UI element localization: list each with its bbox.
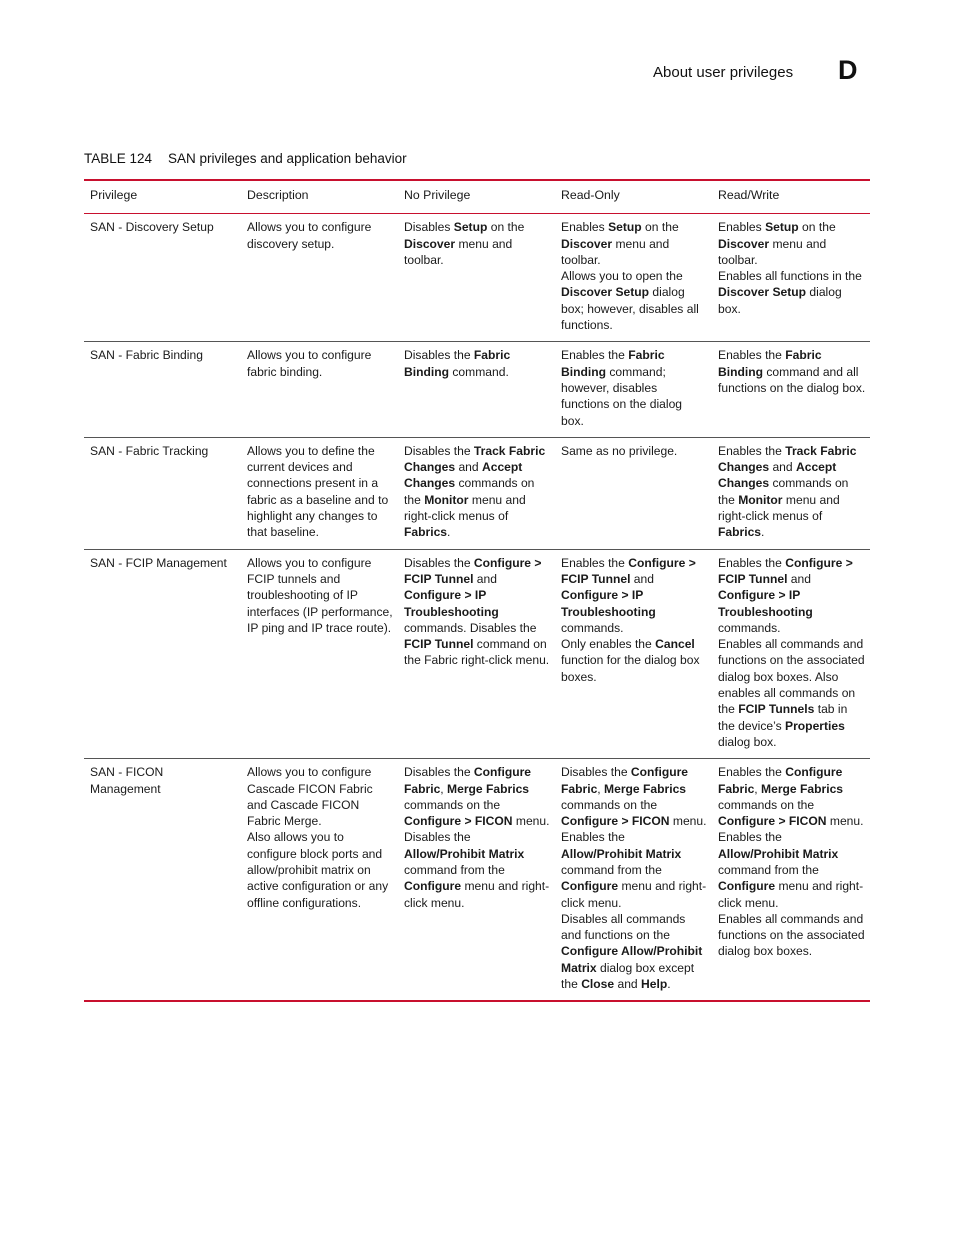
cell-read-write (712, 342, 870, 437)
ui-term: Configure > IP Troubleshooting (404, 588, 499, 619)
ui-term: Configure Allow/Prohibit Matrix (561, 944, 703, 975)
cell-read-only (555, 342, 712, 437)
ui-term: Help (641, 977, 668, 992)
cell-paragraph: Enables the Fabric Binding command and all functions on the dialog box. (718, 348, 866, 395)
table-number: TABLE 124 (84, 151, 153, 166)
column-header-privilege: Privilege (90, 188, 138, 202)
ui-term: Setup (765, 220, 799, 235)
column-header-description: Description (247, 188, 309, 202)
cell-paragraph: Allows you to configure discovery setup. (247, 220, 372, 251)
cell-privilege: SAN - Fabric Binding (84, 342, 241, 437)
ui-term: Close (581, 977, 615, 992)
table-row (84, 549, 870, 759)
ui-term: Merge Fabrics (447, 781, 530, 796)
ui-term: Fabric Binding (404, 348, 511, 379)
ui-term: Configure (561, 879, 619, 894)
ui-term: Configure > IP Troubleshooting (718, 588, 813, 619)
ui-term: Accept Changes (404, 460, 523, 491)
cell-paragraph: Same as no privilege. (561, 443, 678, 458)
ui-term: Fabric Binding (718, 348, 822, 379)
cell-paragraph: Enables the Configure > FCIP Tunnel and Configure > IP Troubleshooting commands. (561, 555, 696, 635)
cell-description (241, 759, 398, 1002)
appendix-letter: D (838, 55, 858, 85)
cell-read-only (555, 437, 712, 549)
column-header-read-write: Read/Write (718, 188, 780, 202)
cell-paragraph: Enables the Configure > FCIP Tunnel and Configure > IP Troubleshooting commands. (718, 555, 853, 635)
cell-paragraph: Disables the Track Fabric Changes and Accept Changes commands on the Monitor menu and right-click menus of Fabrics. (404, 443, 546, 540)
ui-term: FCIP Tunnel (404, 637, 474, 652)
ui-term: Fabrics (718, 525, 762, 540)
cell-paragraph: Enables Setup on the Discover menu and toolbar. (718, 220, 836, 267)
cell-paragraph: Enables all functions in the Discover Setup dialog box. (718, 269, 862, 316)
ui-term: FCIP Tunnels (738, 702, 815, 717)
ui-term: Track Fabric Changes (718, 443, 857, 475)
cell-paragraph: Allows you to define the current devices and connections present in a fabric as a baseline and to highlight any changes to that baseline. (247, 443, 389, 540)
ui-term: Cancel (655, 637, 695, 652)
cell-read-only (555, 214, 712, 342)
cell-description (241, 214, 398, 342)
cell-description (241, 549, 398, 759)
cell-no-privilege (398, 437, 555, 549)
ui-term: Configure Fabric (561, 765, 689, 796)
cell-paragraph: Disables Setup on the Discover menu and toolbar. (404, 220, 525, 267)
ui-term: Configure > FICON (404, 814, 513, 829)
table-row (84, 214, 870, 342)
cell-description (241, 437, 398, 549)
ui-term: Accept Changes (718, 460, 837, 491)
ui-term: Configure > FCIP Tunnel (404, 555, 542, 586)
cell-paragraph: Disables the Configure > FCIP Tunnel and Configure > IP Troubleshooting commands. Disables the FCIP Tunnel command on the Fabric right-click menu. (404, 555, 550, 668)
ui-term: Properties (785, 718, 845, 733)
cell-privilege: SAN - Fabric Tracking (84, 437, 241, 549)
ui-term: Configure > IP Troubleshooting (561, 588, 656, 619)
ui-term: Monitor (424, 492, 469, 507)
ui-term: Configure > FCIP Tunnel (718, 555, 853, 586)
ui-term: Track Fabric Changes (404, 443, 546, 475)
page-header-title: About user privileges (653, 64, 794, 81)
cell-no-privilege (398, 214, 555, 342)
table-row (84, 759, 870, 1002)
table-row (84, 342, 870, 437)
ui-term: Setup (453, 220, 488, 235)
cell-no-privilege (398, 342, 555, 437)
cell-paragraph: Only enables the Cancel function for the dialog box boxes. (561, 637, 700, 684)
ui-term: Discover Setup (561, 285, 650, 300)
cell-paragraph: Enables the Fabric Binding command; however, disables functions on the dialog box. (561, 348, 683, 428)
ui-term: Allow/Prohibit Matrix (561, 846, 682, 861)
cell-paragraph: Allows you to configure Cascade FICON Fabric and Cascade FICON Fabric Merge. (247, 765, 373, 829)
cell-no-privilege (398, 759, 555, 1002)
ui-term: Configure > FICON (718, 814, 827, 829)
cell-read-write (712, 759, 870, 1002)
ui-term: Setup (608, 220, 642, 235)
ui-term: Configure Fabric (404, 765, 532, 796)
cell-paragraph: Allows you to open the Discover Setup dialog box; however, disables all functions. (561, 269, 699, 333)
cell-paragraph: Disables the Fabric Binding command. (404, 348, 511, 379)
ui-term: Configure (404, 879, 462, 894)
ui-term: Configure (718, 879, 776, 894)
cell-paragraph: Enables all commands and functions on the associated dialog box boxes. Also enables all commands on the FCIP Tunnels tab in the device’s Properties dialog box. (718, 637, 865, 749)
cell-privilege: SAN - FICON Management (84, 759, 241, 1002)
table-row (84, 437, 870, 549)
cell-paragraph: Enables the Configure Fabric, Merge Fabrics commands on the Configure > FICON menu. Enables the Allow/Prohibit Matrix command from the Configure menu and right-click menu. (718, 765, 864, 910)
cell-paragraph: Enables the Track Fabric Changes and Accept Changes commands on the Monitor menu and right-click menus of Fabrics. (718, 443, 857, 540)
cell-no-privilege (398, 549, 555, 759)
cell-privilege: SAN - FCIP Management (84, 549, 241, 759)
table-caption (84, 151, 407, 166)
privileges-table (84, 179, 870, 1002)
ui-term: Fabrics (404, 525, 448, 540)
ui-term: Fabric Binding (561, 348, 665, 379)
column-header-read-only: Read-Only (561, 188, 620, 202)
cell-read-write (712, 437, 870, 549)
cell-paragraph: Disables the Configure Fabric, Merge Fabrics commands on the Configure > FICON menu. Enables the Allow/Prohibit Matrix command from the Configure menu and right-click menu. (561, 765, 707, 910)
cell-description (241, 342, 398, 437)
ui-term: Configure > FCIP Tunnel (561, 555, 696, 586)
cell-paragraph: Allows you to configure fabric binding. (247, 348, 372, 379)
ui-term: Allow/Prohibit Matrix (404, 846, 525, 861)
ui-term: Merge Fabrics (604, 781, 687, 796)
cell-read-only (555, 549, 712, 759)
cell-privilege: SAN - Discovery Setup (84, 214, 241, 342)
cell-paragraph: Disables the Configure Fabric, Merge Fabrics commands on the Configure > FICON menu. Disables the Allow/Prohibit Matrix command from the Configure menu and right-click menu. (404, 765, 550, 910)
ui-term: Discover (561, 236, 613, 251)
ui-term: Configure > FICON (561, 814, 670, 829)
column-header-no-privilege: No Privilege (404, 188, 471, 202)
ui-term: Allow/Prohibit Matrix (718, 846, 839, 861)
cell-read-only (555, 759, 712, 1002)
ui-term: Discover (718, 236, 770, 251)
ui-term: Merge Fabrics (761, 781, 844, 796)
ui-term: Monitor (738, 492, 783, 507)
ui-term: Configure Fabric (718, 765, 843, 796)
cell-paragraph: Enables all commands and functions on the associated dialog box boxes. (718, 911, 865, 959)
cell-paragraph: Also allows you to configure block ports and allow/prohibit matrix on active configuration or any offline configurations. (247, 830, 389, 910)
cell-paragraph: Enables Setup on the Discover menu and toolbar. (561, 220, 679, 267)
cell-paragraph: Disables all commands and functions on the Configure Allow/Prohibit Matrix dialog box except the Close and Help. (561, 911, 703, 992)
table-header-row (84, 180, 870, 214)
cell-read-write (712, 549, 870, 759)
table-body (84, 214, 870, 1002)
table-title: SAN privileges and application behavior (168, 151, 407, 166)
cell-paragraph: Allows you to configure FCIP tunnels and troubleshooting of IP interfaces (IP performance, IP ping and IP trace route). (247, 555, 393, 635)
ui-term: Discover Setup (718, 285, 807, 300)
ui-term: Discover (404, 236, 456, 251)
cell-read-write (712, 214, 870, 342)
